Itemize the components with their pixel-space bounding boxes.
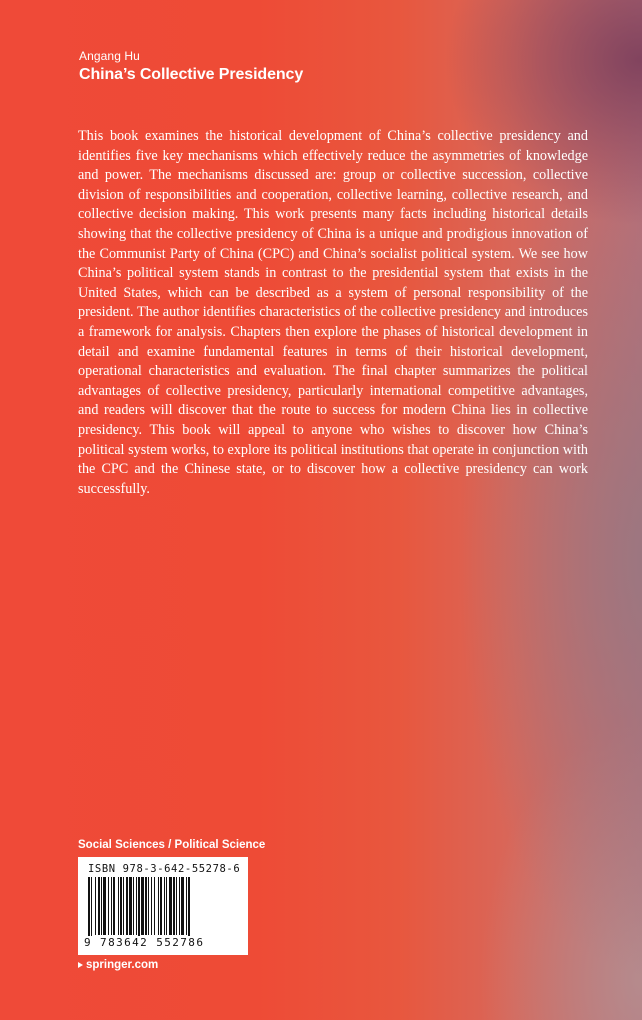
barcode-bar bbox=[181, 877, 184, 935]
subject-category: Social Sciences / Political Science bbox=[78, 839, 266, 851]
barcode-bar bbox=[188, 877, 190, 941]
ean-digits: 9 783642 552786 bbox=[84, 936, 205, 949]
barcode-bar bbox=[108, 877, 109, 935]
barcode-bar bbox=[98, 877, 100, 935]
barcode-bar bbox=[154, 877, 155, 935]
barcode-bar bbox=[148, 877, 149, 935]
barcode-bar bbox=[136, 877, 137, 935]
barcode-bar bbox=[111, 877, 112, 935]
barcode-bar bbox=[103, 877, 106, 935]
isbn-barcode bbox=[78, 857, 248, 955]
barcode-bar bbox=[164, 877, 165, 935]
publisher-url: springer.com bbox=[86, 959, 159, 971]
barcode-bar bbox=[133, 877, 134, 935]
publisher-link[interactable] bbox=[78, 959, 158, 971]
book-title: China’s Collective Presidency bbox=[79, 66, 304, 83]
barcode-bar bbox=[158, 877, 159, 935]
barcode-bar bbox=[151, 877, 152, 935]
barcode-icon bbox=[86, 877, 240, 941]
book-description: This book examines the historical development of China’s collective presidency and identifies five key mechanisms which effectively reduce the asymmetries of knowledge and power. The mechanisms discussed are: group or collective succession, collective division of responsibilities and cooperation, collective learning, collective research, and collective decision making. This work presents many facts including historical details showing that the collective presidency of China is a unique and prodigious innovation of the Communist Party of China (CPC) and China’s socialist political system. We see how China’s political system stands in contrast to the presidential system that exists in the United States, which can be described as a system of personal responsibility of the president. The author identifies characteristics of the collective presidency and introduces a framework for analysis. Chapters then explore the phases of historical development in detail and examine fundamental features in terms of their historical development, operational characteristics and evaluation. The final chapter summarizes the political advantages of collective presidency, particularly international competitive advantages, and readers will discover that the route to success for modern China lies in collective presidency. This book will appeal to anyone who wishes to discover how China’s political system works, to explore its political institutions that operate in conjunction with the CPC and the Chinese state, or to discover how a collective presidency can work successfully. bbox=[78, 128, 588, 497]
barcode-bar bbox=[120, 877, 122, 935]
author-name: Angang Hu bbox=[79, 49, 140, 63]
isbn-label: ISBN 978-3-642-55278-6 bbox=[88, 863, 241, 875]
barcode-bar bbox=[101, 877, 102, 935]
barcode-bar bbox=[95, 877, 96, 935]
barcode-bar bbox=[141, 877, 144, 935]
barcode-bar bbox=[113, 877, 115, 935]
barcode-bar bbox=[169, 877, 172, 935]
barcode-bar bbox=[88, 877, 90, 941]
barcode-bar bbox=[91, 877, 92, 941]
barcode-bar bbox=[176, 877, 177, 935]
barcode-bar bbox=[160, 877, 162, 935]
arrow-right-icon bbox=[78, 962, 83, 968]
barcode-bar bbox=[145, 877, 147, 935]
barcode-bar bbox=[179, 877, 180, 935]
barcode-bar bbox=[186, 877, 187, 935]
barcode-bar bbox=[129, 877, 132, 935]
barcode-bar bbox=[166, 877, 167, 935]
barcode-bar bbox=[138, 877, 140, 941]
barcode-bar bbox=[123, 877, 124, 935]
barcode-bar bbox=[126, 877, 128, 935]
barcode-bar bbox=[118, 877, 119, 935]
barcode-bar bbox=[173, 877, 175, 935]
